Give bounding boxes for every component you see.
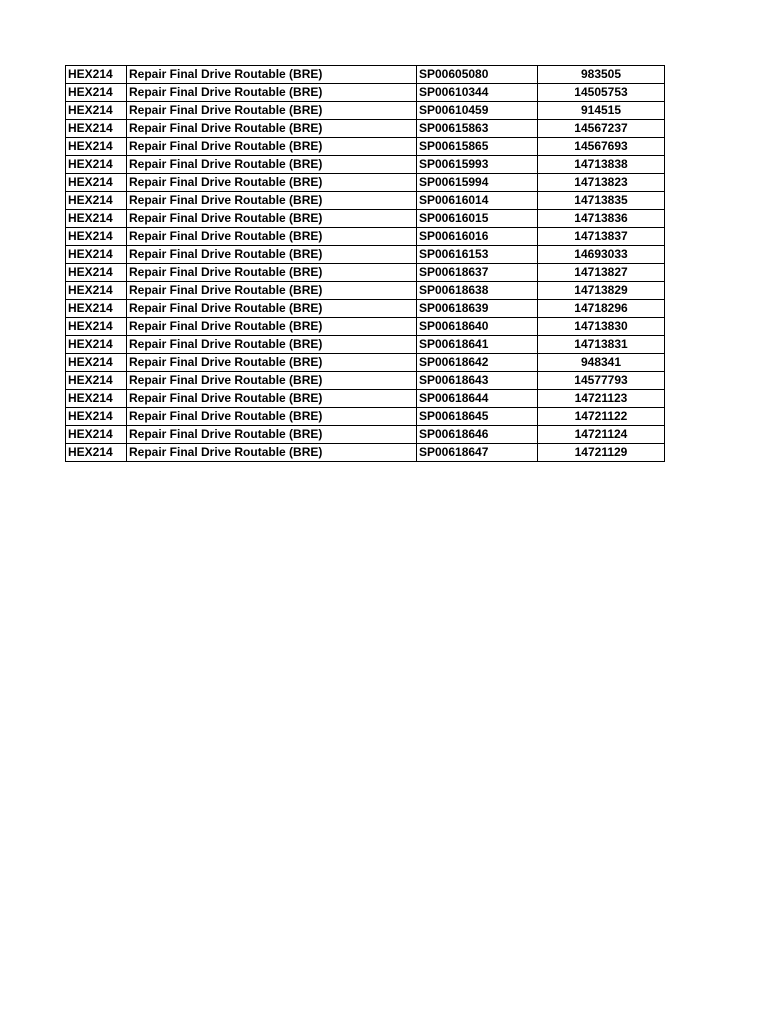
cell-part-number: 14577793 [538, 372, 665, 390]
cell-sp-number: SP00616016 [417, 228, 538, 246]
table-row [66, 282, 665, 300]
cell-description: Repair Final Drive Routable (BRE) [127, 246, 417, 264]
cell-code: HEX214 [66, 336, 127, 354]
cell-description: Repair Final Drive Routable (BRE) [127, 84, 417, 102]
cell-sp-number: SP00615994 [417, 174, 538, 192]
cell-sp-number: SP00618640 [417, 318, 538, 336]
cell-code: HEX214 [66, 372, 127, 390]
cell-part-number: 914515 [538, 102, 665, 120]
cell-code: HEX214 [66, 192, 127, 210]
cell-description: Repair Final Drive Routable (BRE) [127, 282, 417, 300]
table-row [66, 174, 665, 192]
parts-table [65, 65, 665, 462]
cell-code: HEX214 [66, 84, 127, 102]
cell-part-number: 14721129 [538, 444, 665, 462]
table-row [66, 138, 665, 156]
cell-description: Repair Final Drive Routable (BRE) [127, 408, 417, 426]
table-row [66, 318, 665, 336]
cell-code: HEX214 [66, 408, 127, 426]
cell-sp-number: SP00618641 [417, 336, 538, 354]
cell-part-number: 14713830 [538, 318, 665, 336]
cell-description: Repair Final Drive Routable (BRE) [127, 390, 417, 408]
cell-code: HEX214 [66, 264, 127, 282]
cell-sp-number: SP00618643 [417, 372, 538, 390]
cell-part-number: 14713836 [538, 210, 665, 228]
cell-sp-number: SP00618638 [417, 282, 538, 300]
table-row [66, 84, 665, 102]
cell-code: HEX214 [66, 444, 127, 462]
table-row [66, 372, 665, 390]
cell-sp-number: SP00610344 [417, 84, 538, 102]
cell-part-number: 14713837 [538, 228, 665, 246]
cell-code: HEX214 [66, 156, 127, 174]
cell-code: HEX214 [66, 282, 127, 300]
cell-sp-number: SP00616153 [417, 246, 538, 264]
cell-sp-number: SP00618646 [417, 426, 538, 444]
cell-description: Repair Final Drive Routable (BRE) [127, 120, 417, 138]
cell-sp-number: SP00610459 [417, 102, 538, 120]
cell-sp-number: SP00618639 [417, 300, 538, 318]
cell-code: HEX214 [66, 426, 127, 444]
table-row [66, 102, 665, 120]
cell-sp-number: SP00618644 [417, 390, 538, 408]
table-row [66, 156, 665, 174]
cell-sp-number: SP00615993 [417, 156, 538, 174]
table-row [66, 210, 665, 228]
table-row [66, 228, 665, 246]
table-row [66, 120, 665, 138]
cell-sp-number: SP00618642 [417, 354, 538, 372]
table-row [66, 300, 665, 318]
cell-description: Repair Final Drive Routable (BRE) [127, 102, 417, 120]
cell-code: HEX214 [66, 228, 127, 246]
cell-code: HEX214 [66, 174, 127, 192]
cell-code: HEX214 [66, 66, 127, 84]
cell-part-number: 14721124 [538, 426, 665, 444]
cell-description: Repair Final Drive Routable (BRE) [127, 372, 417, 390]
cell-code: HEX214 [66, 120, 127, 138]
cell-description: Repair Final Drive Routable (BRE) [127, 228, 417, 246]
cell-code: HEX214 [66, 138, 127, 156]
cell-sp-number: SP00615863 [417, 120, 538, 138]
table-row [66, 354, 665, 372]
cell-part-number: 14693033 [538, 246, 665, 264]
cell-code: HEX214 [66, 300, 127, 318]
cell-part-number: 983505 [538, 66, 665, 84]
cell-sp-number: SP00616015 [417, 210, 538, 228]
cell-sp-number: SP00618645 [417, 408, 538, 426]
table-row [66, 264, 665, 282]
cell-description: Repair Final Drive Routable (BRE) [127, 192, 417, 210]
cell-code: HEX214 [66, 102, 127, 120]
cell-part-number: 14567693 [538, 138, 665, 156]
table-row [66, 426, 665, 444]
table-row [66, 336, 665, 354]
table-row [66, 66, 665, 84]
cell-description: Repair Final Drive Routable (BRE) [127, 174, 417, 192]
cell-sp-number: SP00605080 [417, 66, 538, 84]
cell-code: HEX214 [66, 210, 127, 228]
cell-code: HEX214 [66, 318, 127, 336]
cell-code: HEX214 [66, 354, 127, 372]
cell-description: Repair Final Drive Routable (BRE) [127, 444, 417, 462]
cell-description: Repair Final Drive Routable (BRE) [127, 318, 417, 336]
table-row [66, 408, 665, 426]
table-row [66, 246, 665, 264]
cell-description: Repair Final Drive Routable (BRE) [127, 300, 417, 318]
cell-sp-number: SP00615865 [417, 138, 538, 156]
parts-table-body [66, 66, 665, 462]
cell-description: Repair Final Drive Routable (BRE) [127, 336, 417, 354]
cell-part-number: 14713831 [538, 336, 665, 354]
cell-sp-number: SP00618647 [417, 444, 538, 462]
cell-description: Repair Final Drive Routable (BRE) [127, 264, 417, 282]
cell-description: Repair Final Drive Routable (BRE) [127, 66, 417, 84]
cell-sp-number: SP00618637 [417, 264, 538, 282]
table-row [66, 444, 665, 462]
cell-part-number: 14713829 [538, 282, 665, 300]
cell-description: Repair Final Drive Routable (BRE) [127, 210, 417, 228]
cell-part-number: 14721122 [538, 408, 665, 426]
cell-part-number: 14567237 [538, 120, 665, 138]
cell-sp-number: SP00616014 [417, 192, 538, 210]
cell-part-number: 14713827 [538, 264, 665, 282]
cell-code: HEX214 [66, 246, 127, 264]
cell-code: HEX214 [66, 390, 127, 408]
cell-description: Repair Final Drive Routable (BRE) [127, 354, 417, 372]
cell-part-number: 14713823 [538, 174, 665, 192]
cell-description: Repair Final Drive Routable (BRE) [127, 426, 417, 444]
table-row [66, 390, 665, 408]
cell-part-number: 14713835 [538, 192, 665, 210]
cell-part-number: 14718296 [538, 300, 665, 318]
cell-part-number: 14505753 [538, 84, 665, 102]
cell-description: Repair Final Drive Routable (BRE) [127, 138, 417, 156]
cell-part-number: 14713838 [538, 156, 665, 174]
cell-part-number: 948341 [538, 354, 665, 372]
cell-description: Repair Final Drive Routable (BRE) [127, 156, 417, 174]
cell-part-number: 14721123 [538, 390, 665, 408]
table-row [66, 192, 665, 210]
